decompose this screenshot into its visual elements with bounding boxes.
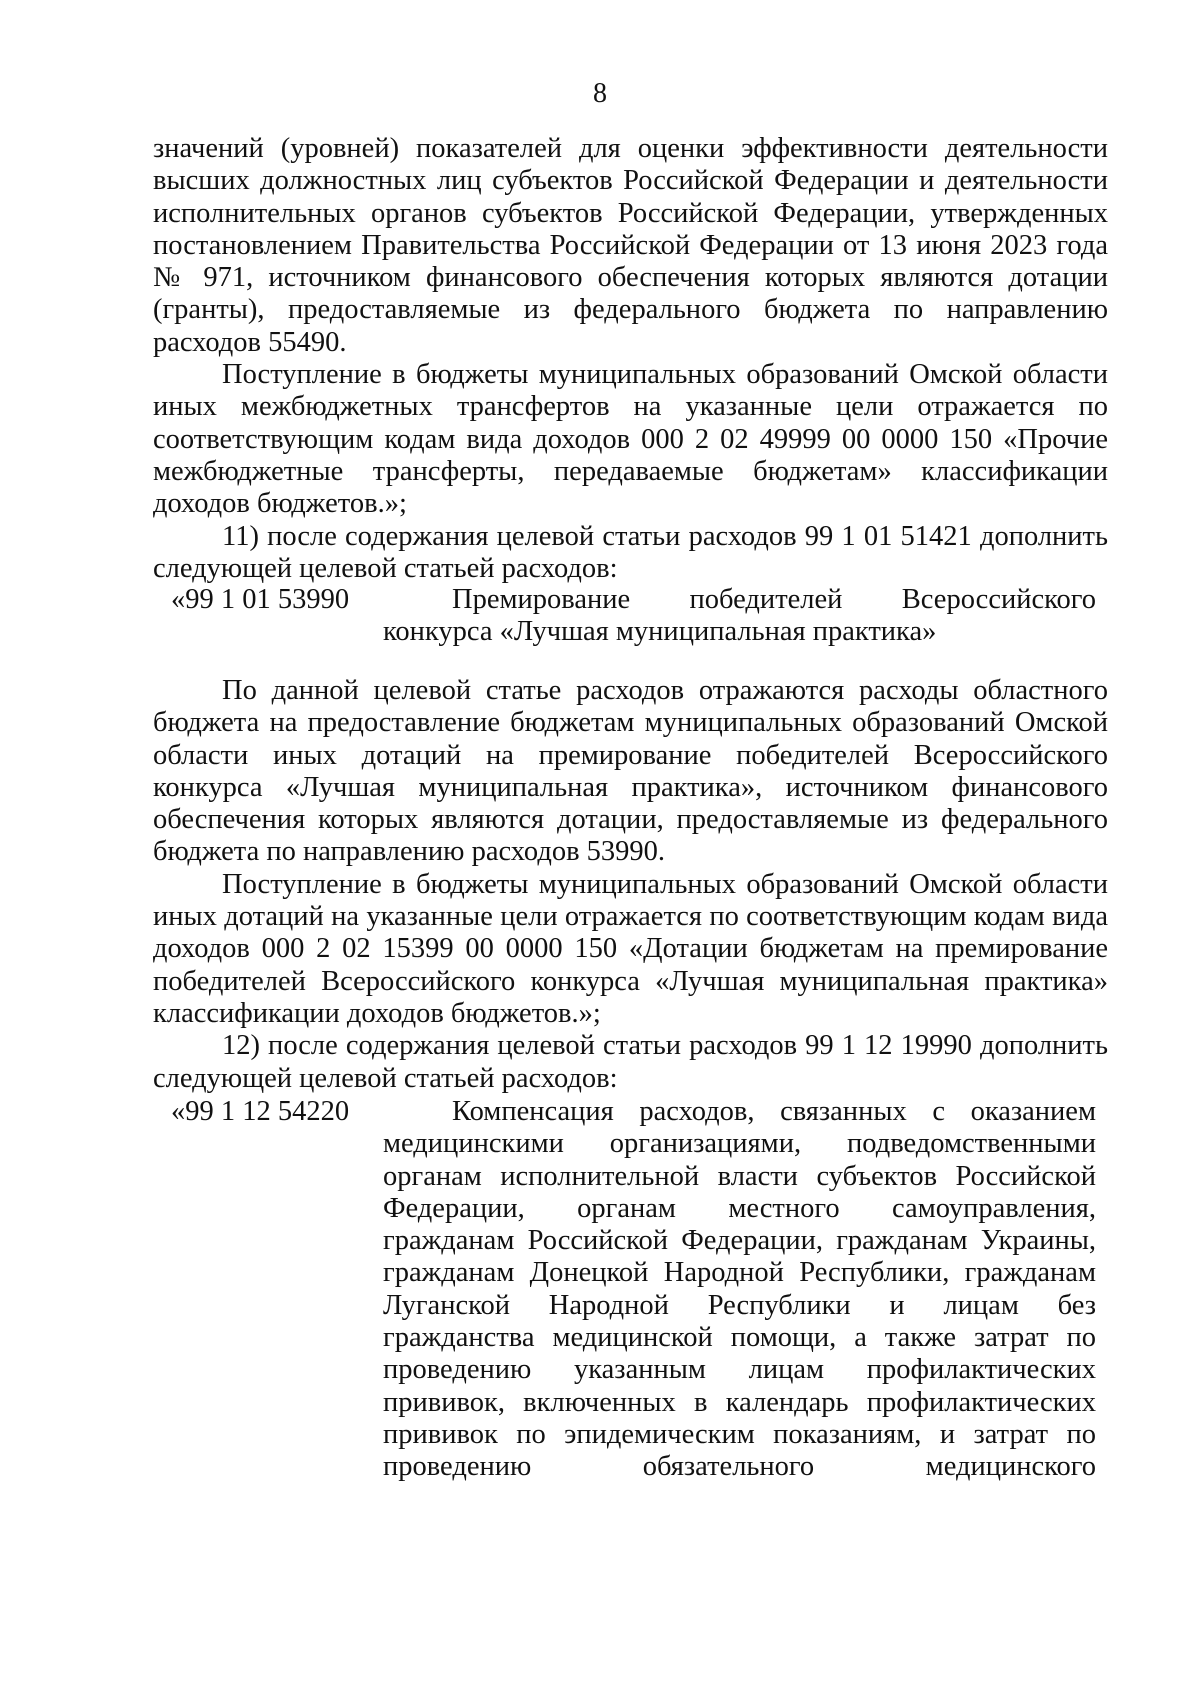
text-block-middle <box>153 675 1108 1095</box>
article-code: «99 1 12 54220 <box>171 1096 350 1127</box>
paragraph-income-subsidies: Поступление в бюджеты муниципальных образований Омской области иных дотаций на указанные цели отражается по соответствующим кодам вида доходов 000 2 02 15399 00 0000 150 «Дотации бюджетам на премирование победителей Всероссийского конкурса «Лучшая муниципальная практика» классификации доходов бюджетов.»; <box>153 868 1108 1029</box>
paragraph-item-12: 12) после содержания целевой статьи расходов 99 1 12 19990 дополнить следующей целевой статьей расходов: <box>153 1030 1108 1094</box>
paragraph-article-description: По данной целевой статье расходов отражаются расходы областного бюджета на предоставление бюджетам муниципальных образований Омской области иных дотаций на премирование победителей Всероссийского конкурса «Лучшая муниципальная практика», источником финансового обеспечения которых являются дотации, предоставляемые из федерального бюджета по направлению расходов 53990. <box>153 675 1108 868</box>
paragraph-continued: значений (уровней) показателей для оценки эффективности деятельности высших должностных лиц субъектов Российской Федерации и деятельности исполнительных органов субъектов Российской Федерации, утвержденных постановлением Правительства Российской Федерации от 13 июня 2023 года № 971, источником финансового обеспечения которых являются дотации (гранты), предоставляемые из федерального бюджета по направлению расходов 55490. <box>153 133 1108 358</box>
article-code: «99 1 01 53990 <box>171 584 350 615</box>
page-number: 8 <box>593 78 607 109</box>
article-description: Премирование победителей Всероссийского конкурса «Лучшая муниципальная практика» <box>383 584 1096 648</box>
article-description: Компенсация расходов, связанных с оказанием медицинскими организациями, подведомственными органам исполнительной власти субъектов Российской Федерации, органам местного самоуправления, гражданам Российской Федерации, гражданам Украины, гражданам Донецкой Народной Республики, гражданам Луганской Народной Республики и лицам без гражданства медицинской помощи, а также затрат по проведению указанным лицам профилактических прививок, включенных в календарь профилактических прививок по эпидемическим показаниям, и затрат по проведению обязательного медицинского <box>383 1096 1096 1483</box>
paragraph-item-11: 11) после содержания целевой статьи расходов 99 1 01 51421 дополнить следующей целевой статьей расходов: <box>153 520 1108 584</box>
paragraph-income-transfers: Поступление в бюджеты муниципальных образований Омской области иных межбюджетных трансфертов на указанные цели отражается по соответствующим кодам вида доходов 000 2 02 49999 00 0000 150 «Прочие межбюджетные трансферты, передаваемые бюджетам» классификации доходов бюджетов.»; <box>153 359 1108 520</box>
text-block-top <box>153 133 1108 585</box>
